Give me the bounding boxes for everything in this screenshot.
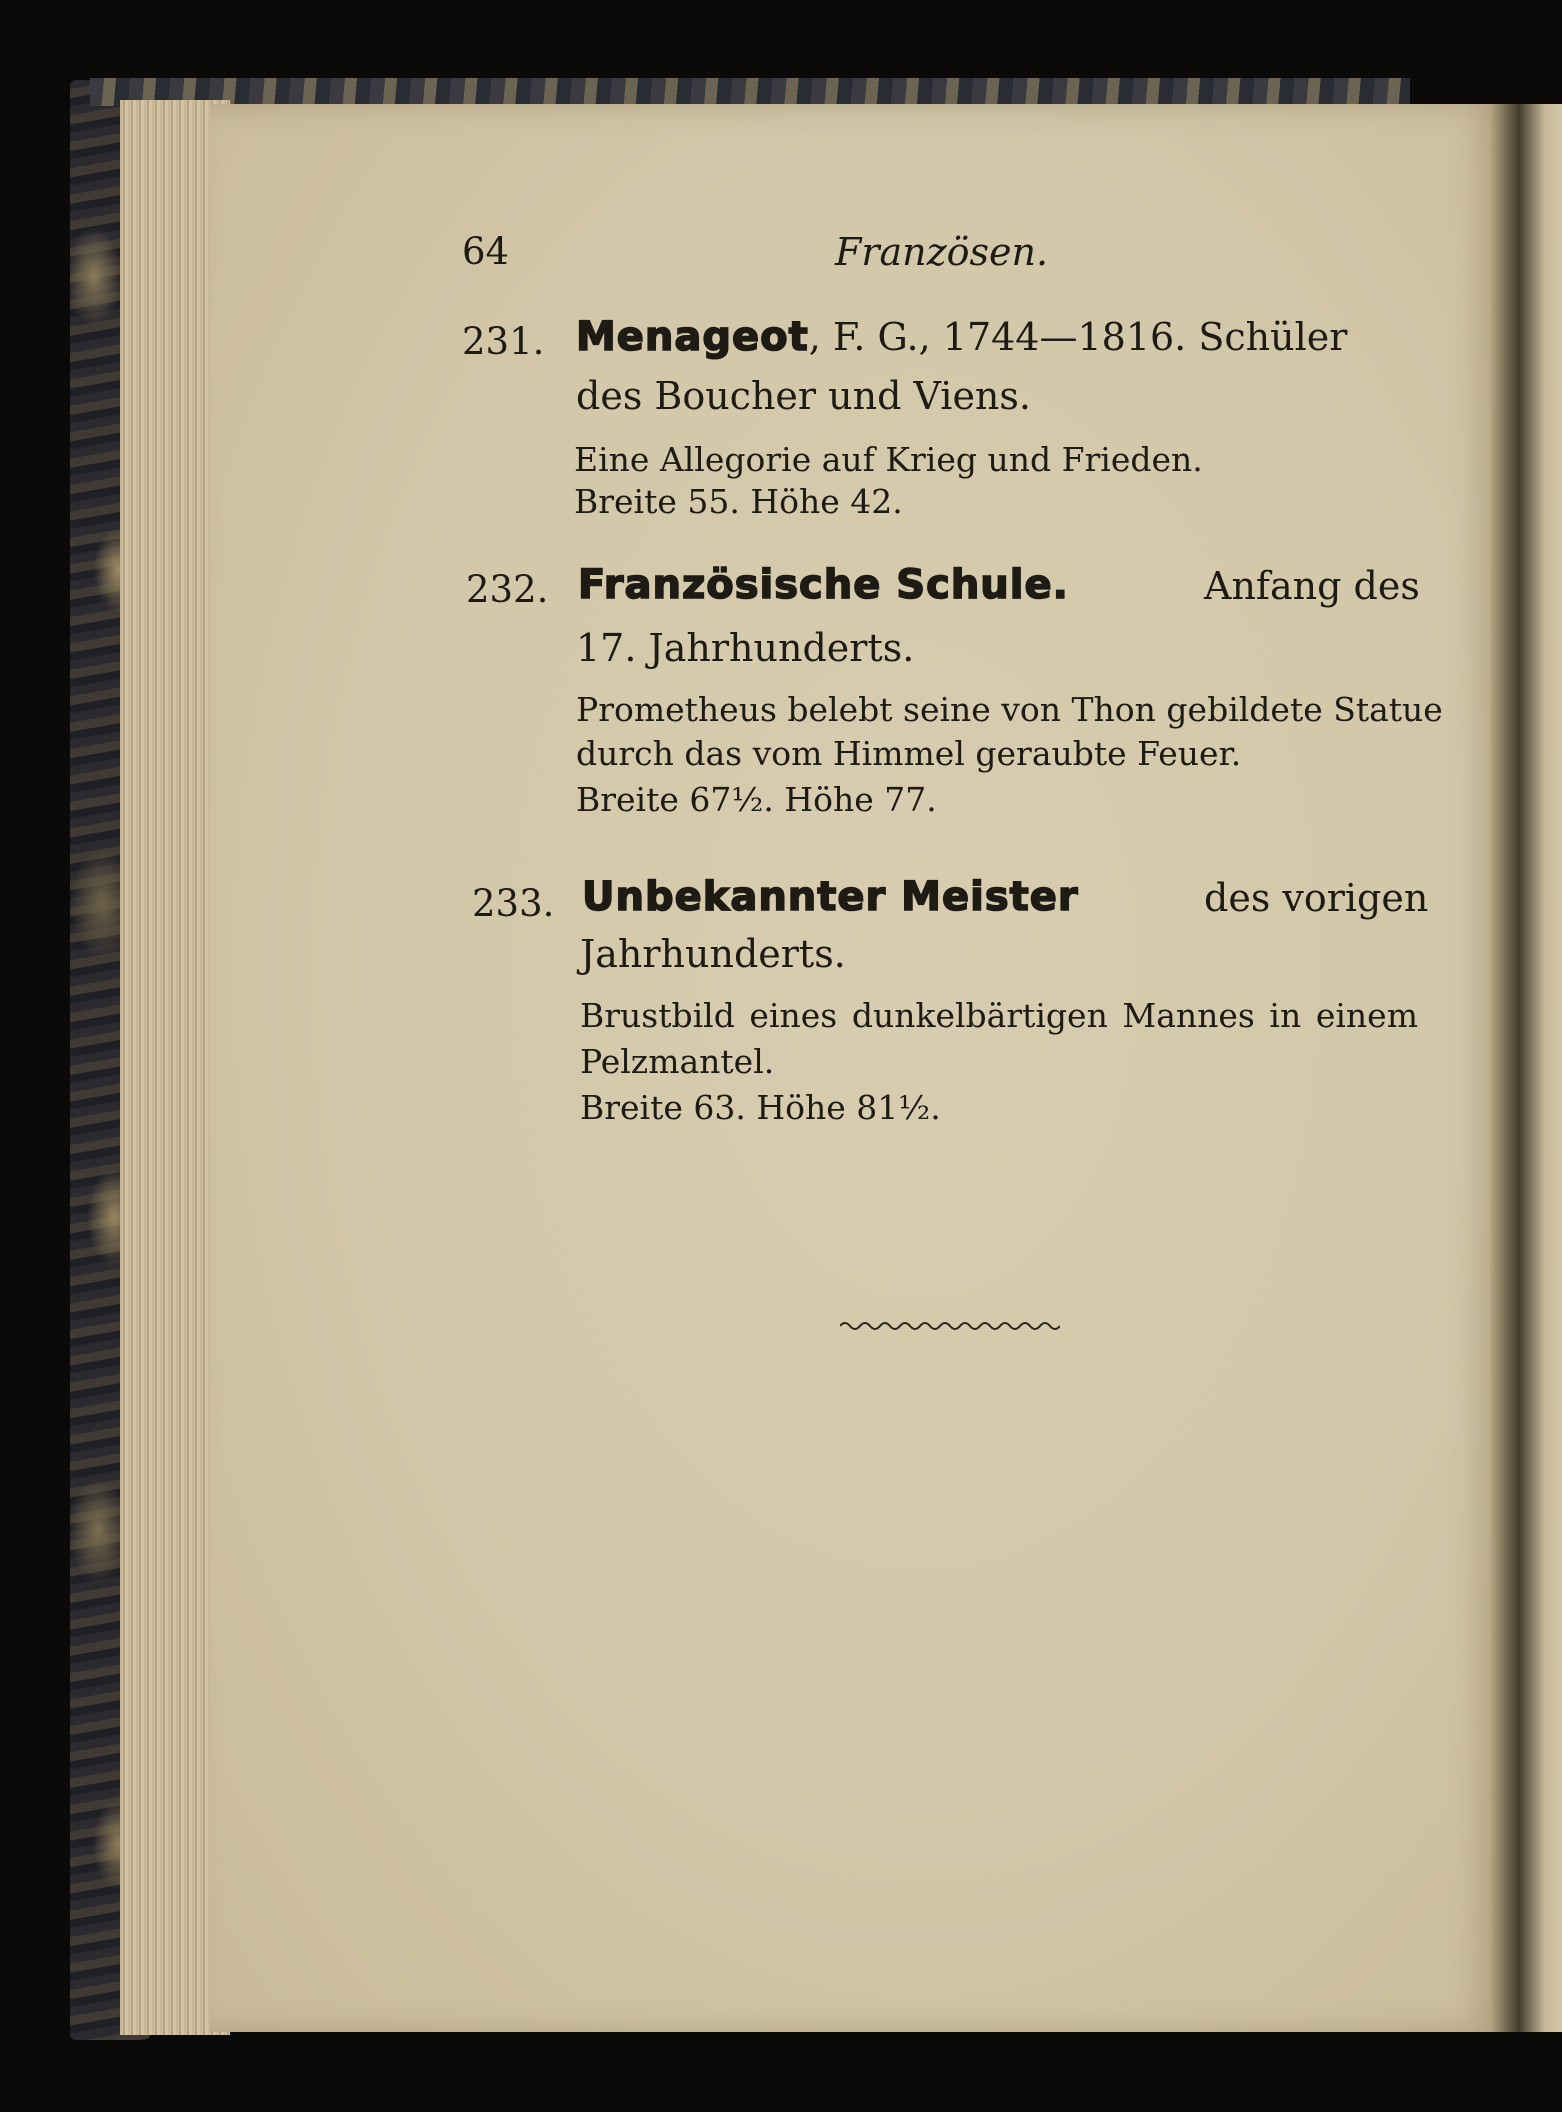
artist-name: Menageot	[576, 314, 809, 360]
entry-number: 233.	[472, 882, 555, 925]
entry-heading-rest: des vorigen	[1204, 876, 1429, 920]
artwork-dimensions: Breite 55. Höhe 42.	[574, 482, 903, 521]
entry-heading-cont: des Boucher und Viens.	[576, 374, 1031, 418]
running-title: Französen.	[835, 230, 1049, 274]
entry-number: 231.	[462, 320, 545, 363]
artwork-description: Brustbild eines dunkelbärtigen Mannes in einem	[580, 996, 1418, 1035]
artwork-description-cont: Pelzmantel.	[580, 1042, 775, 1081]
entry-heading-rest: Anfang des	[1204, 564, 1420, 608]
entry-heading-cont: 17. Jahrhunderts.	[576, 626, 915, 670]
decorative-wavy-rule	[840, 1316, 1060, 1336]
artwork-dimensions: Breite 67½. Höhe 77.	[576, 780, 937, 819]
entry-heading	[578, 562, 1069, 608]
page-number: 64	[462, 230, 510, 273]
entry-heading	[582, 874, 1079, 920]
entry-heading-rest: , F. G., 1744—1816. Schüler	[808, 315, 1348, 359]
artist-name: Französische Schule.	[578, 562, 1069, 608]
artwork-dimensions: Breite 63. Höhe 81½.	[580, 1088, 941, 1127]
artwork-description: Prometheus belebt seine von Thon gebildete Statue	[576, 690, 1443, 729]
artwork-description-cont: durch das vom Himmel geraubte Feuer.	[576, 734, 1242, 773]
artist-name: Unbekannter Meister	[582, 874, 1079, 920]
entry-heading-cont: Jahrhunderts.	[580, 932, 846, 976]
cover-top-edge	[90, 78, 1410, 106]
artwork-description: Eine Allegorie auf Krieg und Frieden.	[574, 440, 1203, 479]
facing-page-edge	[1520, 104, 1562, 2032]
entry-heading	[576, 314, 1412, 360]
entry-number: 232.	[466, 568, 549, 611]
